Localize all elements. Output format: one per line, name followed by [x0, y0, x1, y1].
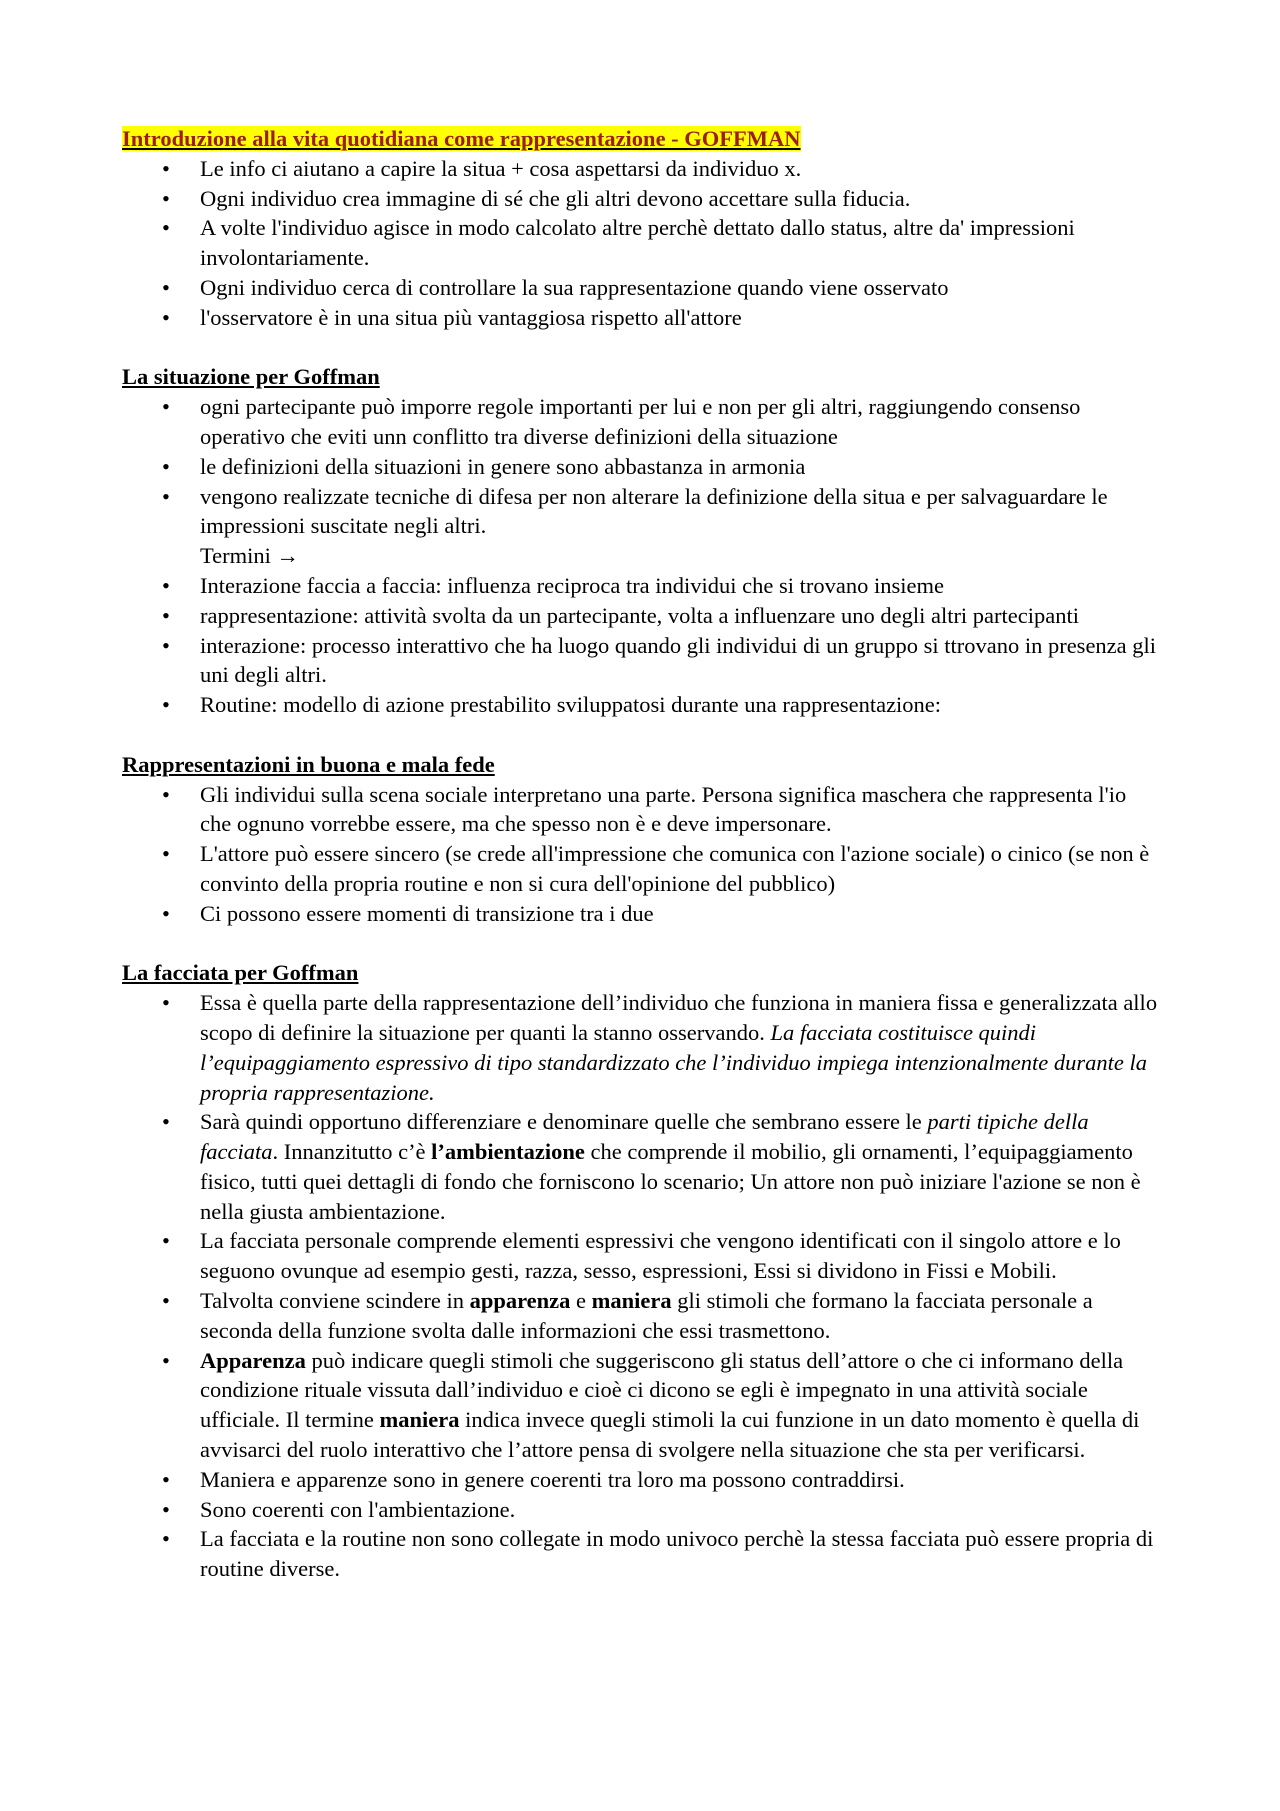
- list-item-text: Sono coerenti con l'ambientazione.: [200, 1496, 516, 1522]
- bullet-icon: •: [162, 1109, 170, 1135]
- bullet-icon: •: [162, 1526, 170, 1552]
- bullet-list: [122, 392, 1160, 720]
- bullet-icon: •: [162, 453, 170, 479]
- list-item: [122, 1226, 1160, 1286]
- document-body: [122, 124, 1160, 1584]
- bullet-icon: •: [162, 781, 170, 807]
- list-item-text: Gli individui sulla scena sociale interpretano una parte. Persona significa maschera che rappresenta l'io che ognuno vorrebbe essere, ma che spesso non è e deve impersonare.: [200, 781, 1127, 837]
- list-item: [122, 1286, 1160, 1346]
- section-heading-text: Introduzione alla vita quotidiana come rappresentazione - GOFFMAN: [122, 126, 801, 151]
- list-item-text: Ogni individuo crea immagine di sé che gli altri devono accettare sulla fiducia.: [200, 185, 911, 211]
- bullet-icon: •: [162, 185, 170, 211]
- list-item-text: e: [570, 1288, 592, 1314]
- bullet-icon: •: [162, 602, 170, 628]
- list-item: [122, 273, 1160, 303]
- list-item: [122, 690, 1160, 720]
- section: [122, 362, 1160, 720]
- list-item: [122, 1346, 1160, 1465]
- list-item-text: le definizioni della situazioni in genere sono abbastanza in armonia: [200, 453, 806, 479]
- bold-term: l’ambientazione: [431, 1139, 585, 1165]
- list-item-text: Maniera e apparenze sono in genere coerenti tra loro ma possono contraddirsi.: [200, 1466, 905, 1492]
- bullet-icon: •: [162, 304, 170, 330]
- bullet-icon: •: [162, 155, 170, 181]
- list-item-text: Ci possono essere momenti di transizione tra i due: [200, 900, 654, 926]
- list-item: [122, 631, 1160, 691]
- bullet-icon: •: [162, 900, 170, 926]
- list-item-text: La facciata personale comprende elementi espressivi che vengono identificati con il singolo attore e lo seguono ovunque ad esempio gesti, razza, sesso, espressioni, Essi si dividono in Fissi e Mobili.: [200, 1228, 1121, 1284]
- section: [122, 124, 1160, 333]
- list-item-text: gli stimoli che formano la facciata personale a seconda della funzione svolta dalle informazioni che essi trasmettono.: [200, 1288, 1093, 1343]
- bullet-icon: •: [162, 1228, 170, 1254]
- list-item-text: l'osservatore è in una situa più vantaggiosa rispetto all'attore: [200, 304, 742, 330]
- list-item-text: Routine: modello di azione prestabilito sviluppatosi durante una rappresentazione:: [200, 692, 942, 718]
- list-item: [122, 899, 1160, 929]
- section-heading: [122, 958, 1160, 988]
- list-item: [122, 1465, 1160, 1495]
- italic-text: La facciata costituisce quindi l’equipaggiamento espressivo di tipo standardizzato che l’individuo impiega intenzionalmente durante la propria rappresentazione.: [200, 1019, 1147, 1105]
- list-item-text: ogni partecipante può imporre regole importanti per lui e non per gli altri, raggiungendo consenso operativo che eviti unn conflitto tra diverse definizioni della situazione: [200, 394, 1081, 449]
- page-title: [122, 124, 1160, 154]
- section-heading-text: La facciata per Goffman: [122, 960, 359, 986]
- bullet-icon: •: [162, 1347, 170, 1373]
- list-item: [122, 571, 1160, 601]
- list-item-text: può indicare quegli stimoli che suggeriscono gli status dell’attore o che ci informano della condizione rituale vissuta dall’individuo e cioè ci dicono se egli è impegnato in una attività sociale ufficiale. Il termine: [200, 1347, 1124, 1433]
- section-heading-text: Rappresentazioni in buona e mala fede: [122, 751, 495, 777]
- list-item: [122, 1107, 1160, 1226]
- list-item: [122, 839, 1160, 899]
- list-item-text: La facciata e la routine non sono collegate in modo univoco perchè la stessa facciata può essere propria di routine diverse.: [200, 1526, 1154, 1582]
- bullet-icon: •: [162, 572, 170, 598]
- bold-term: apparenza: [469, 1288, 571, 1314]
- bullet-icon: •: [162, 692, 170, 718]
- bullet-icon: •: [162, 990, 170, 1016]
- bullet-icon: •: [162, 632, 170, 658]
- list-item: [122, 541, 1160, 571]
- list-item: [122, 482, 1160, 542]
- bullet-list: [122, 154, 1160, 333]
- list-item-text: Termini →: [200, 543, 300, 569]
- list-item: [122, 988, 1160, 1107]
- list-item: [122, 184, 1160, 214]
- list-item: [122, 452, 1160, 482]
- list-item-text: indica invece quegli stimoli la cui funzione in un dato momento è quella di avvisarci del ruolo interattivo che l’attore pensa di svolgere nella situazione che sta per verificarsi.: [200, 1407, 1140, 1463]
- bullet-icon: •: [162, 394, 170, 420]
- list-item-text: Ogni individuo cerca di controllare la sua rappresentazione quando viene osservato: [200, 274, 949, 300]
- list-item: [122, 154, 1160, 184]
- list-item-text: Sarà quindi opportuno differenziare e denominare quelle che sembrano essere le: [200, 1109, 928, 1135]
- bullet-icon: •: [162, 274, 170, 300]
- list-item-text: Interazione faccia a faccia: influenza reciproca tra individui che si trovano insieme: [200, 572, 944, 598]
- bold-term: Apparenza: [200, 1347, 306, 1373]
- bullet-list: [122, 988, 1160, 1584]
- bullet-icon: •: [162, 215, 170, 241]
- bullet-icon: •: [162, 1466, 170, 1492]
- list-item-text: interazione: processo interattivo che ha luogo quando gli individui di un gruppo si ttrovano in presenza gli uni degli altri.: [200, 632, 1157, 688]
- list-item: [122, 303, 1160, 333]
- list-item-text: A volte l'individuo agisce in modo calcolato altre perchè dettato dallo status, altre da' impressioni involontariamente.: [200, 215, 1075, 271]
- section: [122, 750, 1160, 929]
- list-item-text: L'attore può essere sincero (se crede all'impressione che comunica con l'azione sociale) o cinico (se non è convinto della propria routine e non si cura dell'opinione del pubblico): [200, 841, 1150, 896]
- bullet-list: [122, 780, 1160, 929]
- bullet-icon: •: [162, 483, 170, 509]
- bullet-icon: •: [162, 1288, 170, 1314]
- section-heading: [122, 362, 1160, 392]
- list-item-text: . Innanzitutto c’è: [272, 1139, 432, 1165]
- section-heading: [122, 750, 1160, 780]
- list-item: [122, 1524, 1160, 1584]
- list-item-text: vengono realizzate tecniche di difesa per non alterare la definizione della situa e per salvaguardare le impressioni suscitate negli altri.: [200, 483, 1108, 539]
- bullet-icon: •: [162, 1496, 170, 1522]
- list-item: [122, 780, 1160, 840]
- list-item-text: Le info ci aiutano a capire la situa + cosa aspettarsi da individuo x.: [200, 155, 802, 181]
- bold-term: maniera: [379, 1407, 460, 1433]
- list-item: [122, 392, 1160, 452]
- list-item: [122, 1495, 1160, 1525]
- section: [122, 958, 1160, 1584]
- list-item-text: rappresentazione: attività svolta da un partecipante, volta a influenzare uno degli altri partecipanti: [200, 602, 1080, 628]
- italic-text: parti tipiche della facciata: [200, 1109, 1089, 1165]
- list-item-text: che comprende il mobilio, gli ornamenti, l’equipaggiamento fisico, tutti quei dettagli di fondo che forniscono lo scenario; Un attore non può iniziare l'azione se non è nella giusta ambientazione.: [200, 1139, 1141, 1224]
- list-item: [122, 601, 1160, 631]
- list-item-text: Essa è quella parte della rappresentazione dell’individuo che funziona in maniera fissa e generalizzata allo scopo di definire la situazione per quanti la stanno osservando.: [200, 990, 1158, 1045]
- list-item-text: Talvolta conviene scindere in: [200, 1288, 470, 1314]
- bold-term: maniera: [591, 1288, 672, 1314]
- section-heading-text: La situazione per Goffman: [122, 364, 380, 390]
- bullet-icon: •: [162, 841, 170, 867]
- list-item: [122, 213, 1160, 273]
